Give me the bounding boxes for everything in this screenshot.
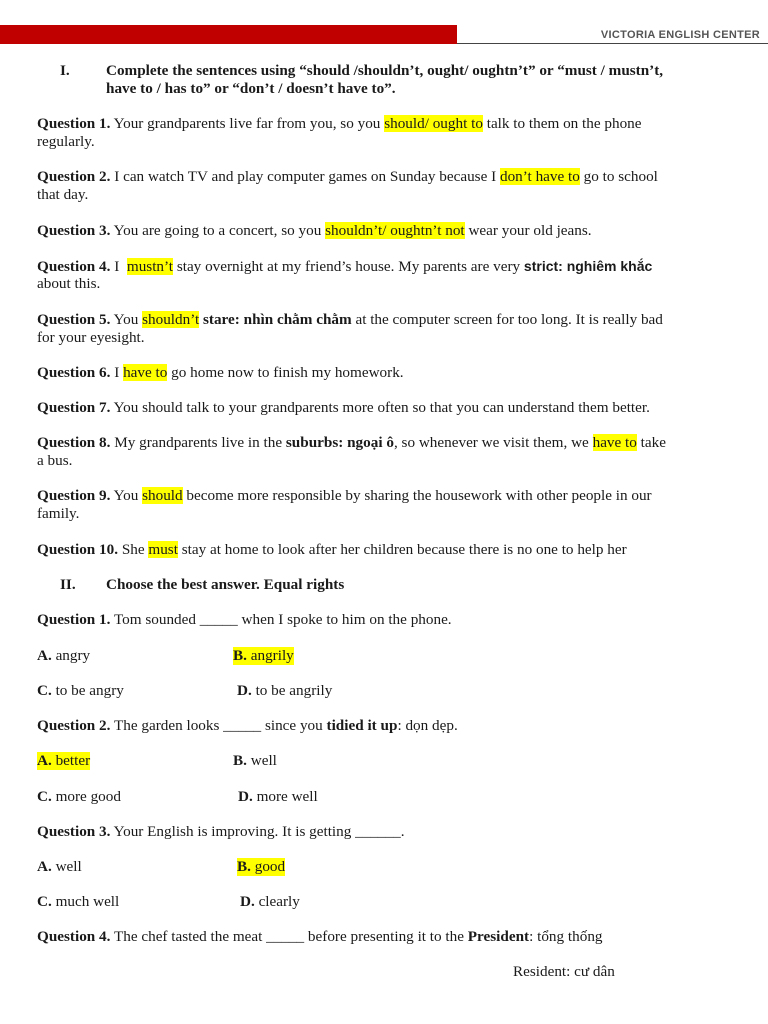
vocab-note-resident: Resident: cư dân xyxy=(513,963,615,980)
text-run: angry xyxy=(51,647,91,664)
text-run: A. xyxy=(37,752,52,769)
s1-question-7 xyxy=(37,399,650,417)
highlighted-answer: have to xyxy=(592,434,637,451)
s1-question-1 xyxy=(37,115,642,133)
text-run: more well xyxy=(252,788,318,805)
highlighted-answer: shouldn’t/ oughtn’t not xyxy=(325,222,465,239)
text-run: You should talk to your grandparents more often so that you can understand them better. xyxy=(110,399,650,416)
text-run: well xyxy=(51,858,82,875)
question-label: Question 6. xyxy=(37,364,111,381)
text-run: A. xyxy=(37,858,52,875)
text-run: I xyxy=(110,258,127,275)
s1-question-1-cont: regularly. xyxy=(37,133,95,150)
question-label: Question 1. xyxy=(37,115,111,132)
s2-q3-option-c[interactable] xyxy=(37,893,119,911)
s2-question-4 xyxy=(37,928,603,946)
s1-question-5-cont: for your eyesight. xyxy=(37,329,145,346)
s2-question-3 xyxy=(37,823,405,841)
text-run: I can watch TV and play computer games on Sunday because I xyxy=(110,168,500,185)
text-run: wear your old jeans. xyxy=(464,222,592,239)
s2-q2-option-a-selected[interactable] xyxy=(37,752,90,770)
question-label: Question 8. xyxy=(37,434,111,451)
text-run: A. xyxy=(37,647,52,664)
text-run: go home now to finish my homework. xyxy=(167,364,404,381)
s1-question-2 xyxy=(37,168,658,186)
text-run: to be angrily xyxy=(251,682,333,699)
text-run: at the computer screen for too long. It is really bad xyxy=(351,311,663,328)
question-label: Question 7. xyxy=(37,399,111,416)
question-label: Question 3. xyxy=(37,823,111,840)
text-run: stay overnight at my friend’s house. My parents are very xyxy=(173,258,524,275)
text-run: Tom sounded _____ when I spoke to him on the phone. xyxy=(110,611,452,628)
question-label: Question 5. xyxy=(37,311,111,328)
text-run: , so whenever we visit them, we xyxy=(393,434,593,451)
highlighted-answer: shouldn’t xyxy=(142,311,200,328)
text-run: D. xyxy=(238,788,253,805)
s1-question-6 xyxy=(37,364,404,382)
s2-q2-option-d[interactable] xyxy=(238,788,318,806)
text-run: B. xyxy=(233,647,247,664)
text-run: B. xyxy=(237,858,251,875)
s1-question-2-cont: that day. xyxy=(37,186,89,203)
highlighted-answer: should xyxy=(142,487,183,504)
section-1-number: I. xyxy=(60,62,70,79)
vocab-note: tidied it up xyxy=(326,717,398,734)
text-run: well xyxy=(246,752,277,769)
text-run: : dọn dẹp. xyxy=(397,717,458,734)
text-run: The chef tasted the meat _____ before presenting it to the xyxy=(110,928,468,945)
text-run: take xyxy=(636,434,666,451)
highlighted-answer: must xyxy=(148,541,178,558)
question-label: Question 3. xyxy=(37,222,111,239)
text-run: D. xyxy=(240,893,255,910)
s2-question-1 xyxy=(37,611,452,629)
s2-q2-option-b[interactable] xyxy=(233,752,277,770)
text-run: become more responsible by sharing the housework with other people in our xyxy=(182,487,652,504)
text-run: You are going to a concert, so you xyxy=(110,222,326,239)
text-run: B. xyxy=(233,752,247,769)
question-label: Question 2. xyxy=(37,717,111,734)
text-run: C. xyxy=(37,682,52,699)
vocab-note: strict: nghiêm khắc xyxy=(523,258,653,274)
s1-question-8-cont: a bus. xyxy=(37,452,73,469)
header-red-bar xyxy=(0,25,457,44)
s2-q1-option-a[interactable] xyxy=(37,647,90,665)
text-run: You xyxy=(110,487,143,504)
text-run: talk to them on the phone xyxy=(482,115,642,132)
text-run: stay at home to look after her children because there is no one to help her xyxy=(177,541,627,558)
s2-q3-option-a[interactable] xyxy=(37,858,82,876)
text-run: Your English is improving. It is getting ______. xyxy=(110,823,405,840)
vocab-note: President xyxy=(467,928,530,945)
header-rule xyxy=(457,43,768,44)
section-1-title-line1: Complete the sentences using “should /shouldn’t, ought/ oughtn’t” or “must / mustn’t, xyxy=(106,62,664,79)
s2-question-2 xyxy=(37,717,458,735)
text-run: Your grandparents live far from you, so you xyxy=(110,115,385,132)
text-run: better xyxy=(51,752,91,769)
section-2-number: II. xyxy=(60,576,76,593)
s1-question-3 xyxy=(37,222,592,240)
s2-q1-option-d[interactable] xyxy=(237,682,332,700)
vocab-note: stare: nhìn chằm chằm xyxy=(199,311,352,328)
section-2-title: Choose the best answer. Equal rights xyxy=(106,576,345,593)
s2-q3-option-d[interactable] xyxy=(240,893,300,911)
text-run: go to school xyxy=(579,168,658,185)
question-label: Question 9. xyxy=(37,487,111,504)
text-run: D. xyxy=(237,682,252,699)
text-run: C. xyxy=(37,788,52,805)
text-run: clearly xyxy=(254,893,300,910)
question-label: Question 1. xyxy=(37,611,111,628)
text-run: : tổng thống xyxy=(529,928,603,945)
s2-q1-option-b-selected[interactable] xyxy=(233,647,294,665)
s2-q3-option-b-selected[interactable] xyxy=(237,858,285,876)
question-label: Question 4. xyxy=(37,258,111,275)
highlighted-answer: should/ ought to xyxy=(384,115,483,132)
section-1-title-line2: have to / has to” or “don’t / doesn’t have to”. xyxy=(106,80,396,97)
highlighted-answer: don’t have to xyxy=(499,168,580,185)
text-run: I xyxy=(110,364,124,381)
highlighted-answer: mustn’t xyxy=(126,258,174,275)
text-run: good xyxy=(250,858,286,875)
text-run: more good xyxy=(51,788,121,805)
text-run: My grandparents live in the xyxy=(110,434,286,451)
s1-question-5 xyxy=(37,311,663,329)
text-run: to be angry xyxy=(51,682,124,699)
text-run: She xyxy=(118,541,149,558)
text-run: angrily xyxy=(246,647,294,664)
s1-question-4 xyxy=(37,257,652,276)
text-run: C. xyxy=(37,893,52,910)
text-run: The garden looks _____ since you xyxy=(110,717,327,734)
center-name: VICTORIA ENGLISH CENTER xyxy=(600,29,760,41)
s1-question-4-cont: about this. xyxy=(37,275,101,292)
s2-q1-option-c[interactable] xyxy=(37,682,124,700)
s1-question-9-cont: family. xyxy=(37,505,80,522)
s2-q2-option-c[interactable] xyxy=(37,788,121,806)
highlighted-answer: have to xyxy=(123,364,168,381)
s1-question-8 xyxy=(37,434,666,452)
question-label: Question 2. xyxy=(37,168,111,185)
vocab-note: suburbs: ngoại ô xyxy=(285,434,394,451)
text-run: much well xyxy=(51,893,120,910)
s1-question-10 xyxy=(37,541,627,559)
s1-question-9 xyxy=(37,487,652,505)
text-run: You xyxy=(110,311,143,328)
question-label: Question 10. xyxy=(37,541,119,558)
question-label: Question 4. xyxy=(37,928,111,945)
